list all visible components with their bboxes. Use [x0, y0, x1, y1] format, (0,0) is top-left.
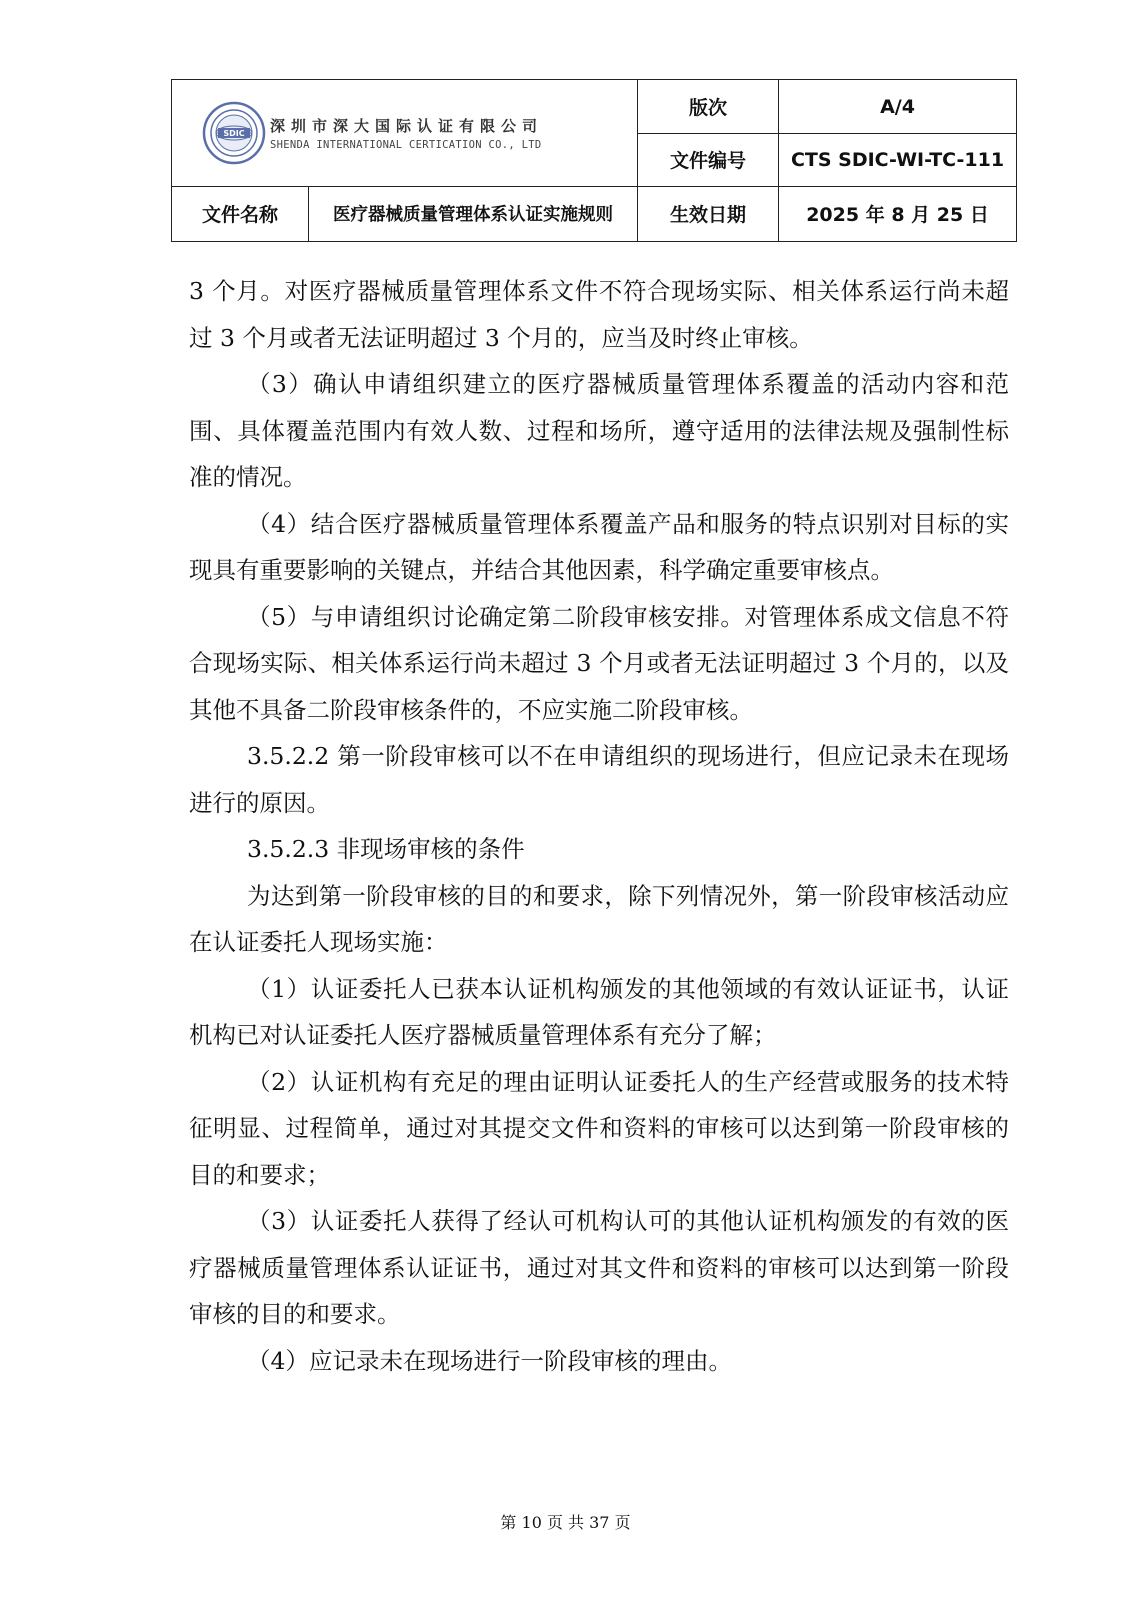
- effective-date-value: 2025 年 8 月 25 日: [779, 186, 1017, 241]
- doc-number-value: CTS SDIC-WI-TC-111: [779, 134, 1017, 186]
- company-logo-cell: [172, 80, 638, 187]
- body-paragraph: 3.5.2.2 第一阶段审核可以不在申请组织的现场进行，但应记录未在现场进行的原因。: [189, 742, 1009, 817]
- body-paragraph: （1）认证委托人已获本认证机构颁发的其他领域的有效认证证书，认证机构已对认证委托人医疗器械质量管理体系有充分了解；: [189, 974, 1009, 1049]
- body-paragraph: （4）应记录未在现场进行一阶段审核的理由。: [247, 1346, 732, 1375]
- company-name-cn: 深圳市深大国际认证有限公司: [270, 116, 544, 135]
- body-paragraph: （4）结合医疗器械质量管理体系覆盖产品和服务的特点识别对目标的实现具有重要影响的关键点，并结合其他因素，科学确定重要审核点。: [189, 509, 1009, 584]
- body-paragraph: （3）确认申请组织建立的医疗器械质量管理体系覆盖的活动内容和范围、具体覆盖范围内有效人数、过程和场所，遵守适用的法律法规及强制性标准的情况。: [189, 370, 1009, 491]
- version-value: A/4: [779, 80, 1017, 134]
- page-number: 第 10 页 共 37 页: [500, 1513, 631, 1532]
- effective-date-label: 生效日期: [638, 186, 779, 241]
- doc-name-label: 文件名称: [172, 186, 309, 241]
- document-body: [189, 268, 1009, 1384]
- body-paragraph: 3 个月。对医疗器械质量管理体系文件不符合现场实际、相关体系运行尚未超过 3 个月或者无法证明超过 3 个月的，应当及时终止审核。: [189, 277, 1009, 352]
- seal-label: SDIC: [223, 128, 245, 138]
- document-header-table: [171, 79, 1017, 242]
- company-seal-logo: [202, 101, 266, 165]
- section-heading: 3.5.2.3 非现场审核的条件: [247, 835, 525, 863]
- doc-name-value: 医疗器械质量管理体系认证实施规则: [309, 186, 638, 241]
- doc-number-label: 文件编号: [638, 134, 779, 186]
- company-name-en: SHENDA INTERNATIONAL CERTICATION CO., LTD: [270, 138, 542, 151]
- version-label: 版次: [638, 80, 779, 134]
- body-paragraph: （5）与申请组织讨论确定第二阶段审核安排。对管理体系成文信息不符合现场实际、相关体系运行尚未超过 3 个月或者无法证明超过 3 个月的，以及其他不具备二阶段审核条件的，不应实施二阶段审核。: [189, 602, 1009, 724]
- body-paragraph: 为达到第一阶段审核的目的和要求，除下列情况外，第一阶段审核活动应在认证委托人现场实施：: [189, 881, 1009, 956]
- body-paragraph: （3）认证委托人获得了经认可机构认可的其他认证机构颁发的有效的医疗器械质量管理体系认证证书，通过对其文件和资料的审核可以达到第一阶段审核的目的和要求。: [189, 1207, 1009, 1328]
- body-paragraph: （2）认证机构有充足的理由证明认证委托人的生产经营或服务的技术特征明显、过程简单，通过对其提交文件和资料的审核可以达到第一阶段审核的目的和要求；: [189, 1067, 1009, 1189]
